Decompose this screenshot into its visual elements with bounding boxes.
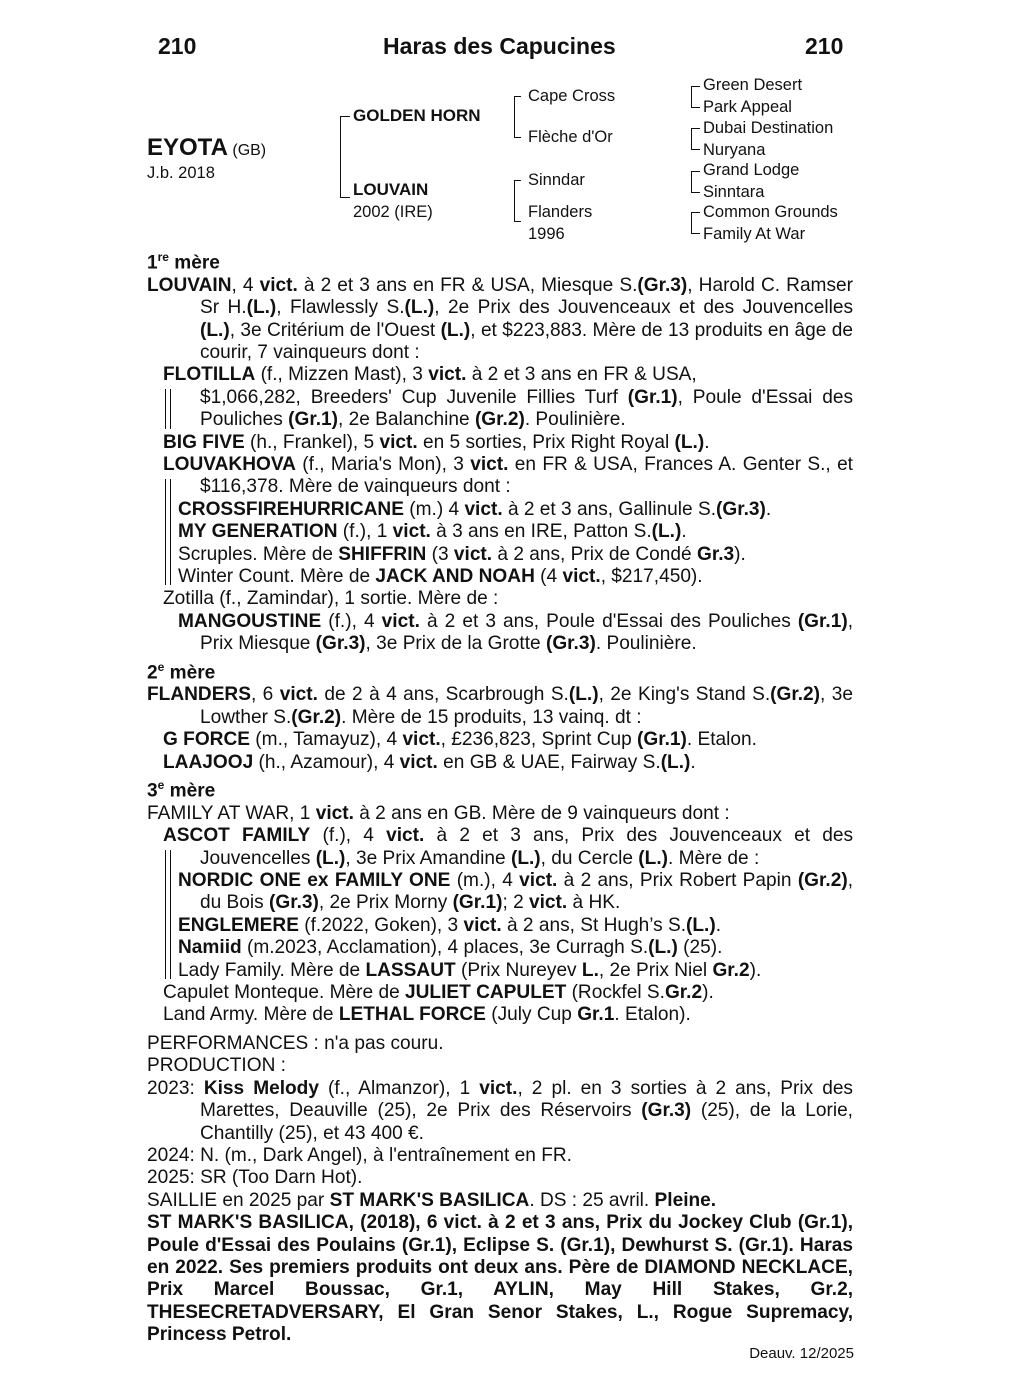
sdd: Nuryana xyxy=(703,141,766,159)
section-heading-dam3: 3e mère xyxy=(147,778,216,802)
horse-name: EYOTA xyxy=(147,134,228,161)
horse-title xyxy=(147,134,266,162)
produce-item: ASCOT FAMILY (f.), 4 vict. à 2 et 3 ans, Prix des Jouvenceaux et des Jouvencelles (L.), 3e Prix Amandine (L.), du Cercle (L.). Mère de : xyxy=(163,825,853,869)
dam-dam-year: 1996 xyxy=(528,225,565,243)
produce-group xyxy=(147,477,853,589)
production-2023: 2023: Kiss Melody (f., Almanzor), 1 vict., 2 pl. en 3 sorties à 2 ans, Prix des Marettes, Deauville (25), 2e Prix des Réservoirs (Gr.3) (25), de la Lorie, Chantilly (25), et 43 400 €. xyxy=(147,1077,853,1144)
performances: PERFORMANCES : n'a pas couru. xyxy=(147,1032,444,1054)
produce-item: MANGOUSTINE (f.), 4 vict. à 2 et 3 ans, Poule d'Essai des Pouliches (Gr.1), Prix Miesque (Gr.3), 3e Prix de la Grotte (Gr.3). Poulinière. xyxy=(178,610,853,655)
produce-item: Capulet Monteque. Mère de JULIET CAPULET (Rockfel S.Gr.2). xyxy=(163,982,714,1004)
dss: Grand Lodge xyxy=(703,161,800,179)
dam-dam: Flanders xyxy=(528,203,593,221)
sire-dam: Flèche d'Or xyxy=(528,128,613,146)
produce-item: Zotilla (f., Zamindar), 1 sortie. Mère de : xyxy=(163,588,499,610)
production-heading: PRODUCTION : xyxy=(147,1055,286,1077)
bracket-line xyxy=(340,116,350,117)
horse-info: J.b. 2018 xyxy=(147,164,215,182)
ddd: Family At War xyxy=(703,225,806,243)
produce-item: Land Army. Mère de LETHAL FORCE (July Cup Gr.1. Etalon). xyxy=(163,1004,691,1026)
produce-group xyxy=(147,848,853,982)
section-heading-dam2: 2e mère xyxy=(147,659,216,684)
produce-item: FLOTILLA (f., Mizzen Mast), 3 vict. à 2 et 3 ans en FR & USA, xyxy=(163,364,697,386)
dam3-paragraph: FAMILY AT WAR, 1 vict. à 2 ans en GB. Mère de 9 vainqueurs dont : xyxy=(147,802,730,824)
produce-item: Namiid (m.2023, Acclamation), 4 places, 3e Curragh S.(L.) (25). xyxy=(178,937,723,959)
saillie: SAILLIE en 2025 par ST MARK'S BASILICA. DS : 25 avril. Pleine. xyxy=(147,1189,717,1211)
produce-item: CROSSFIREHURRICANE (m.) 4 vict. à 2 et 3 ans, Gallinule S.(Gr.3). xyxy=(178,498,772,520)
dam-info: 2002 (IRE) xyxy=(353,203,433,221)
produce-item: LOUVAKHOVA (f., Maria's Mon), 3 vict. en FR & USA, Frances A. Genter S., et $116,378. Mère de vainqueurs dont : xyxy=(163,454,853,498)
section-heading-dam1: 1re mère xyxy=(147,250,220,274)
dam2-paragraph: FLANDERS, 6 vict. de 2 à 4 ans, Scarbrough S.(L.), 2e King's Stand S.(Gr.2), 3e Lowther S.(Gr.2). Mère de 15 produits, 13 vainq. dt : xyxy=(147,684,853,728)
produce-item: LAAJOOJ (h., Azamour), 4 vict. en GB & UAE, Fairway S.(L.). xyxy=(163,751,696,773)
produce-item: BIG FIVE (h., Frankel), 5 vict. en 5 sorties, Prix Right Royal (L.). xyxy=(163,431,710,453)
horse-origin: (GB) xyxy=(232,142,267,159)
page-title: Haras des Capucines xyxy=(383,33,616,59)
produce-item: $1,066,282, Breeders' Cup Juvenile Fillies Turf (Gr.1), Poule d'Essai des Pouliches (Gr.1), 2e Balanchine (Gr.2). Poulinière. xyxy=(200,386,853,431)
sire-sire: Cape Cross xyxy=(528,87,616,105)
dsd: Sinntara xyxy=(703,183,765,201)
produce-item: G FORCE (m., Tamayuz), 4 vict., £236,823, Sprint Cup (Gr.1). Etalon. xyxy=(163,729,757,751)
produce-group xyxy=(147,387,853,432)
produce-item: Winter Count. Mère de JACK AND NOAH (4 vict., $217,450). xyxy=(178,566,703,588)
bracket-line xyxy=(340,197,350,198)
produce-item: NORDIC ONE ex FAMILY ONE (m.), 4 vict. à 2 ans, Prix Robert Papin (Gr.2), du Bois (Gr.3), 2e Prix Morny (Gr.1); 2 vict. à HK. xyxy=(178,870,853,914)
sds: Dubai Destination xyxy=(703,119,834,137)
footer-note: Deauv. 12/2025 xyxy=(749,1345,854,1362)
bracket-line xyxy=(340,116,341,198)
ssd: Park Appeal xyxy=(703,98,792,116)
sss: Green Desert xyxy=(703,76,803,94)
production-2025: 2025: SR (Too Darn Hot). xyxy=(147,1167,363,1189)
page-number-right: 210 xyxy=(805,33,844,59)
dam-name: LOUVAIN xyxy=(353,180,429,199)
produce-item: Lady Family. Mère de LASSAUT (Prix Nureyev L., 2e Prix Niel Gr.2). xyxy=(178,959,762,981)
produce-item: ENGLEMERE (f.2022, Goken), 3 vict. à 2 ans, St Hugh’s S.(L.). xyxy=(178,914,722,936)
sire-name: GOLDEN HORN xyxy=(353,106,481,125)
page-number-left: 210 xyxy=(158,33,197,59)
stallion-note: ST MARK'S BASILICA, (2018), 6 vict. à 2 et 3 ans, Prix du Jockey Club (Gr.1), Poule d'Essai des Poulains (Gr.1), Eclipse S. (Gr.1), Dewhurst S. (Gr.1). Haras en 2022. Ses premiers produits ont deux ans. Père de DIAMOND NECKLACE, Prix Marcel Boussac, Gr.1, AYLIN, May Hill Stakes, Gr.2, THESECRETADVERSARY, El Gran Senor Stakes, L., Rogue Supremacy, Princess Petrol. xyxy=(147,1212,853,1346)
production-2024: 2024: N. (m., Dark Angel), à l'entraînement en FR. xyxy=(147,1144,572,1166)
produce-item: Scruples. Mère de SHIFFRIN (3 vict. à 2 ans, Prix de Condé Gr.3). xyxy=(178,543,746,565)
produce-item: MY GENERATION (f.), 1 vict. à 3 ans en IRE, Patton S.(L.). xyxy=(178,521,687,543)
dds: Common Grounds xyxy=(703,203,838,221)
dam1-paragraph: LOUVAIN, 4 vict. à 2 et 3 ans en FR & USA, Miesque S.(Gr.3), Harold C. Ramser Sr H.(L.), Flawlessly S.(L.), 2e Prix des Jouvenceaux et des Jouvencelles (L.), 3e Critérium de l'Ouest (L.), et $223,883. Mère de 13 produits en âge de courir, 7 vainqueurs dont : xyxy=(147,274,853,363)
dam-sire: Sinndar xyxy=(528,171,585,189)
catalogue-text xyxy=(147,246,853,1347)
